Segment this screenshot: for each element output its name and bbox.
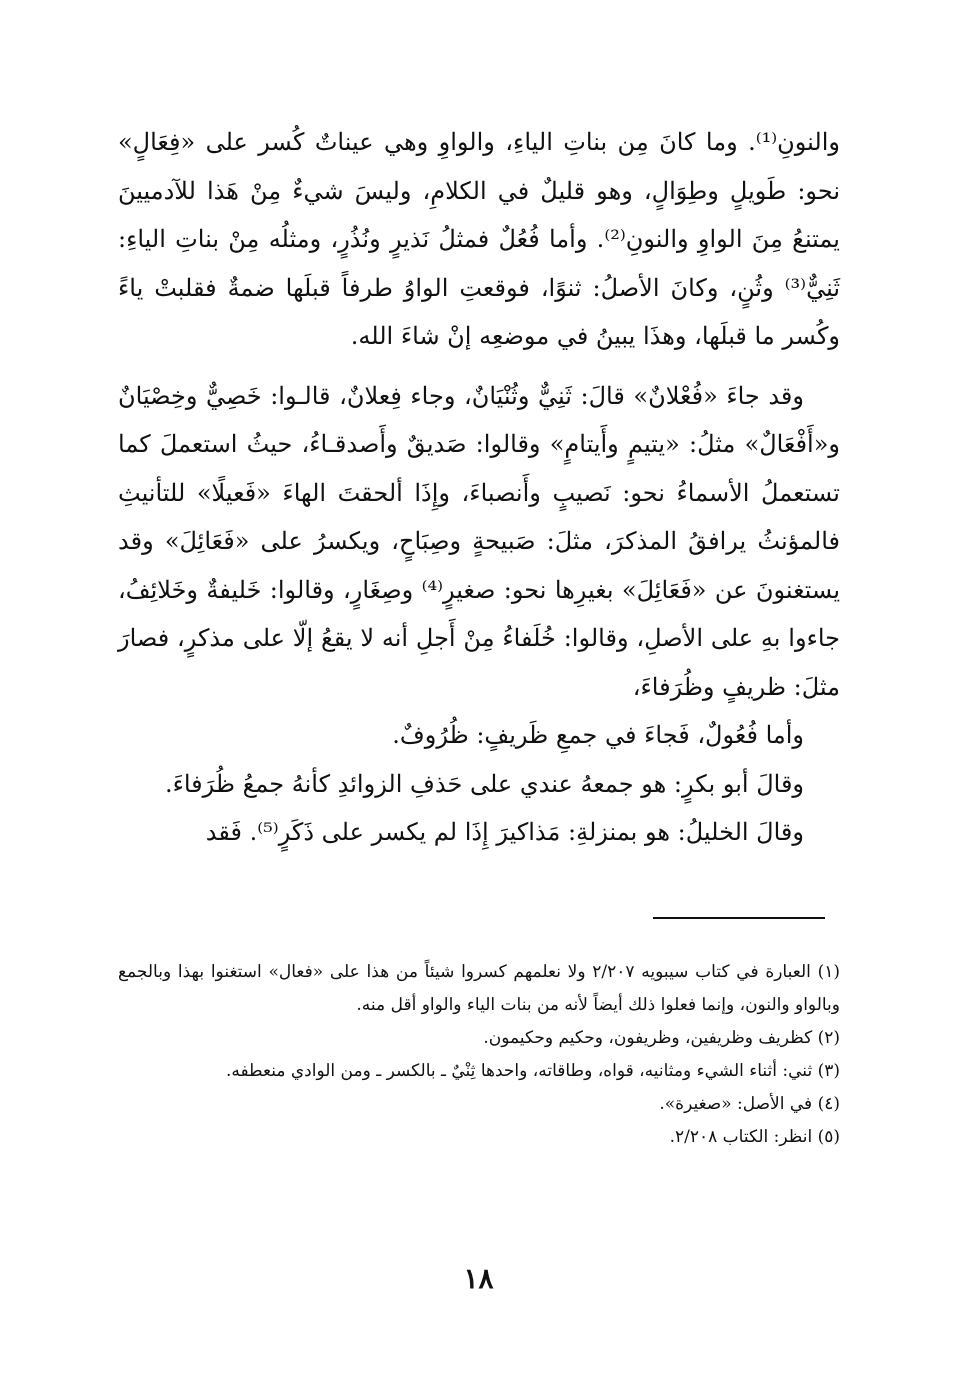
body-paragraph-4: وقالَ أبو بكرٍ: هو جمعهُ عندي على حَذفِ الزوائدِ كأنهُ جمعُ ظُرَفاءَ.: [164, 769, 804, 798]
footnotes: [118, 956, 840, 1154]
footnote-3: (٣) ثني: أثناء الشيء ومثانيه، قواه، وطاقاته، واحدها ثِنْيٌ ـ بالكسر ـ ومن الوادي منعطفه.: [225, 1061, 840, 1081]
footnote-5: (٥) انظر: الكتاب ٢/٢٠٨.: [669, 1127, 840, 1147]
body-paragraph-3: وأما فُعُولٌ، فَجاءَ في جمعِ ظَريفٍ: ظُرُوفٌ.: [392, 721, 804, 749]
footnote-4: (٤) في الأصل: «صغيرة».: [659, 1094, 840, 1114]
body-paragraph-1: والنونِ⁽¹⁾. وما كانَ مِن بناتِ الياءِ، والواوِ وهي عيناتٌ كُسر على «فِعَالٍ» نحو: طَويلٍ وطِوَالٍ، وهو قليلٌ في الكلامِ، وليسَ شيءٌ مِنْ هَذا للآدميينَ يمتنعُ مِنَ الواوِ والنونِ⁽²⁾. وأما فُعُلٌ فمثلُ نَذيرٍ ونُذُرٍ، ومثلُه مِنْ بناتِ الياءِ: ثَنِيٌّ⁽³⁾ وثُنٍ، وكانَ الأصلُ: ثنوًا، فوقعتِ الواوُ طرفاً قبلَها ضمةٌ فقلبتْ ياءً وكُسر ما قبلَها، وهذَا يبينُ في موضعِه إنْ شاءَ الله.: [118, 128, 840, 350]
footnote-1: (١) العبارة في كتاب سيبويه ٢/٢٠٧ ولا نعلمهم كسروا شيئاً من هذا على «فعال» استغنوا بهذا وبالجمع وبالواو والنون، وإنما فعلوا ذلك أيضاً لأنه من بنات الياء والواو أقل منه.: [118, 962, 840, 1015]
main-text: [118, 118, 840, 857]
body-paragraph-2: وقد جاءَ «فُعْلانٌ» قالَ: ثَنِيٌّ وثُنْيَانٌ، وجاء فِعلانٌ، قالـوا: خَصِيٌّ وخِصْيَانٌ و«أَفْعَالٌ» مثلُ: «يتيمٍ وأَيتامٍ» وقالوا: صَديقٌ وأَصدقـاءُ، حيثُ استعملَ كما تستعملُ الأسماءُ نحو: نَصيبٍ وأَنصباءَ، وإِذَا ألحقتَ الهاءَ «فَعيلًا» للتأنيثِ فالمؤنثُ يرافقُ المذكرَ، مثلَ: صَبيحةٍ وصِبَاحٍ، ويكسرُ على «فَعَائِلَ» وقد يستغنونَ عن «فَعَائِلَ» بغيرِها نحو: صغيرٍ⁽⁴⁾ وصِغَارٍ، وقالوا: خَليفةٌ وخَلائِفُ، جاءوا بهِ على الأصلِ، وقالوا: خُلَفاءُ مِنْ أَجلِ أنه لا يقعُ إلّا على مذكرٍ، فصارَ مثلَ: ظريفٍ وظُرَفاءَ،: [118, 381, 840, 701]
page-number: ١٨: [463, 1262, 494, 1295]
footnote-separator: [653, 917, 825, 919]
footnote-2: (٢) كظريف وظريفين، وظريفون، وحكيم وحكيمون.: [483, 1028, 840, 1048]
body-paragraph-5: وقالَ الخليلُ: هو بمنزلةِ: مَذاكيرَ إِذَا لم يكسر على ذَكَرٍ⁽⁵⁾. فَقد: [205, 818, 804, 846]
